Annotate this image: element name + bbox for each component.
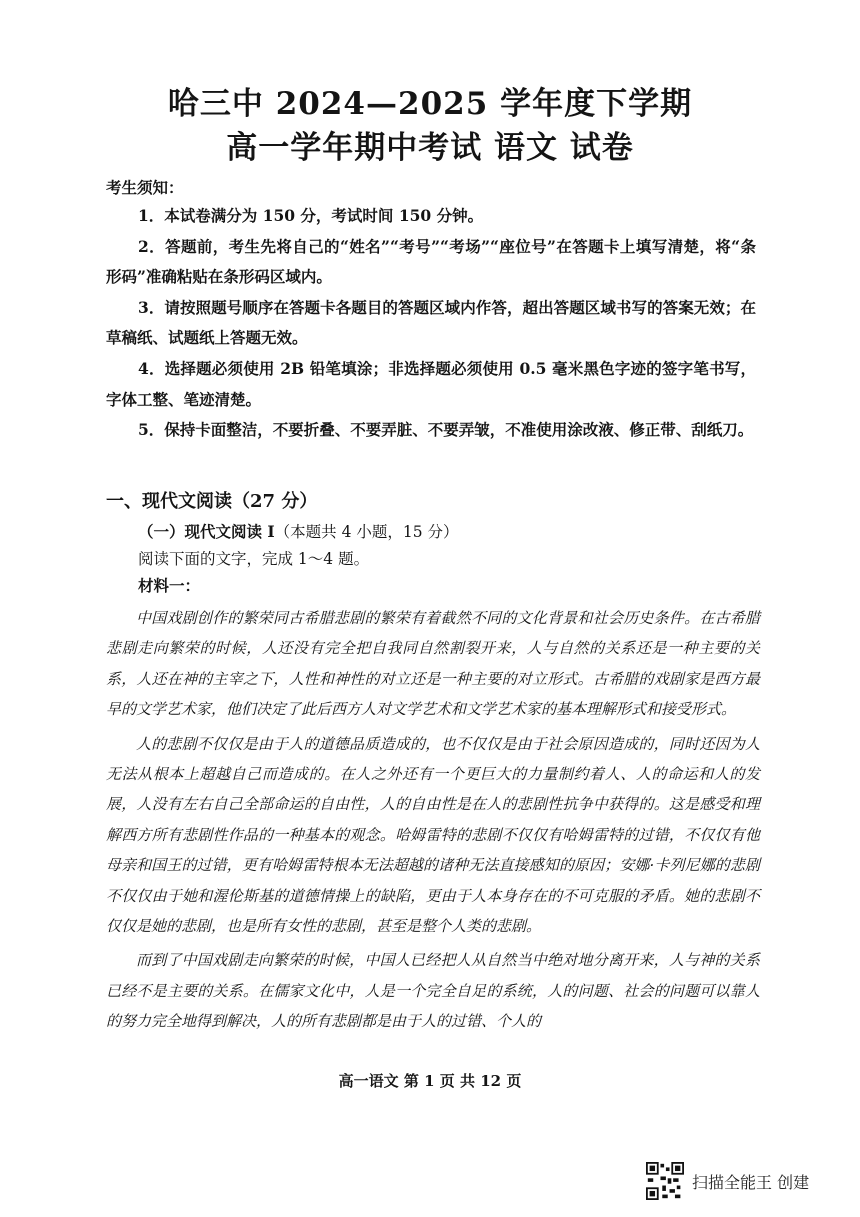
notice-item: 4．选择题必须使用 2B 铅笔填涂；非选择题必须使用 0.5 毫米黑色字迹的签字笔书写，字体工整、笔迹清楚。 <box>106 358 756 409</box>
sub-section-note: （本题共 4 小题，15 分） <box>274 523 459 541</box>
sub-section-title: （一）现代文阅读 I <box>138 522 275 541</box>
exam-title-line-2: 高一学年期中考试 语文 试卷 <box>226 130 634 166</box>
exam-title-line-1: 哈三中 2024—2025 学年度下学期 <box>167 86 693 122</box>
qr-code-icon <box>646 1162 684 1200</box>
notice-heading: 考生须知： <box>106 178 184 197</box>
page-footer: 高一语文 第 1 页 共 12 页 <box>338 1072 522 1090</box>
passage-paragraph: 人的悲剧不仅仅是由于人的道德品质造成的，也不仅仅是由于社会原因造成的，同时还因为人无法从根本上超越自己而造成的。在人之外还有一个更巨大的力量制约着人、人的命运和人的发展，人没有左右自己全部命运的自由性，人的自由性是在人的悲剧性抗争中获得的。这是感受和理解西方所有悲剧性作品的一种基本的观念。哈姆雷特的悲剧不仅仅有哈姆雷特的过错，不仅仅有他母亲和国王的过错，更有哈姆雷特根本无法超越的诸种无法直接感知的原因；安娜·卡列尼娜的悲剧不仅仅由于她和渥伦斯基的道德情操上的缺陷，更由于人本身存在的不可克服的矛盾。她的悲剧不仅仅是她的悲剧，也是所有女性的悲剧，甚至是整个人类的悲剧。 <box>106 734 760 936</box>
passage-paragraph: 而到了中国戏剧走向繁荣的时候，中国人已经把人从自然当中绝对地分离开来，人与神的关系已经不是主要的关系。在儒家文化中，人是一个完全自足的系统，人的问题、社会的问题可以靠人的努力完全地得到解决，人的所有悲剧都是由于人的过错、个人的 <box>106 951 760 1031</box>
notice-item: 2．答题前，考生先将自己的“姓名”“考号”“考场”“座位号”在答题卡上填写清楚，将“条形码”准确粘贴在条形码区域内。 <box>106 236 756 287</box>
section-heading: 一、现代文阅读（27 分） <box>106 491 318 512</box>
material-heading: 材料一： <box>138 576 201 595</box>
watermark-text: 扫描全能王 创建 <box>692 1172 810 1192</box>
notice-item: 5．保持卡面整洁，不要折叠、不要弄脏、不要弄皱，不准使用涂改液、修正带、刮纸刀。 <box>138 420 754 440</box>
scanner-watermark <box>646 1161 846 1201</box>
notice-item: 1．本试卷满分为 150 分，考试时间 150 分钟。 <box>138 206 484 225</box>
passage-paragraph: 中国戏剧创作的繁荣同古希腊悲剧的繁荣有着截然不同的文化背景和社会历史条件。在古希腊悲剧走向繁荣的时候，人还没有完全把自我同自然割裂开来，人与自然的关系还是一种主要的关系，人还在神的主宰之下，人性和神性的对立还是一种主要的对立形式。古希腊的戏剧家是西方最早的文学艺术家，他们决定了此后西方人对文学艺术和文学艺术家的基本理解形式和接受形式。 <box>106 609 760 719</box>
reading-instruction: 阅读下面的文字，完成 1～4 题。 <box>138 550 370 568</box>
sub-section-heading <box>138 520 459 542</box>
passage <box>106 603 760 1041</box>
notice-item: 3．请按照题号顺序在答题卡各题目的答题区域内作答，超出答题区域书写的答案无效；在草稿纸、试题纸上答题无效。 <box>106 297 756 348</box>
notice-list <box>106 201 756 446</box>
